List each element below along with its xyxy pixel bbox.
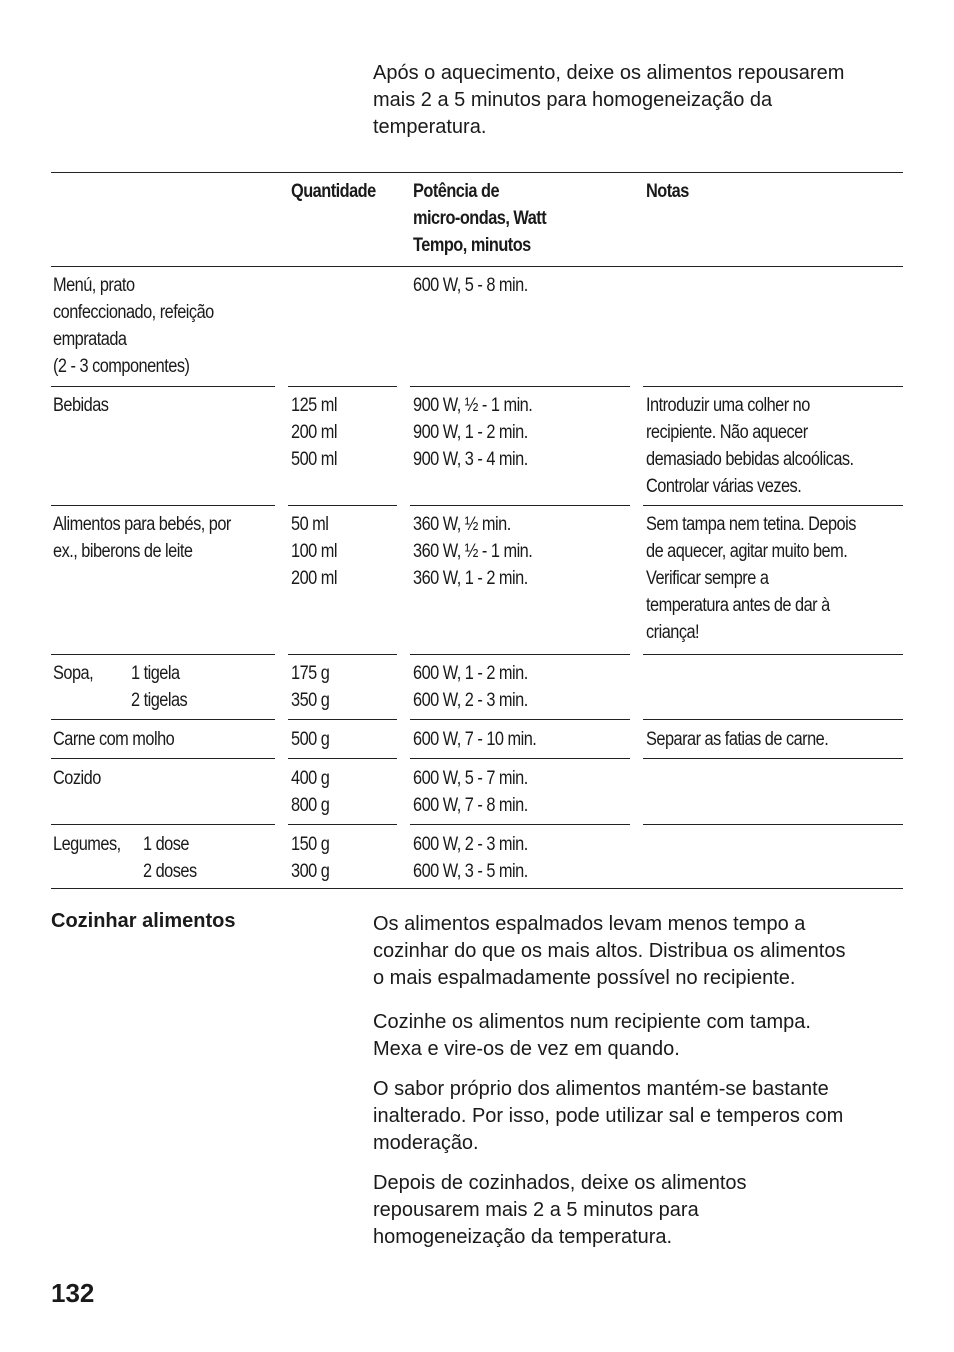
cell-line: 500 ml bbox=[291, 449, 337, 470]
cell-line: 360 W, ½ - 1 min. bbox=[413, 541, 533, 562]
cell-line: 175 g bbox=[291, 663, 330, 684]
header-power bbox=[413, 178, 546, 259]
table-row-notes bbox=[646, 726, 828, 753]
table-row-qty bbox=[291, 392, 337, 473]
cell-line: Sem tampa nem tetina. Depois bbox=[646, 514, 856, 535]
cell-line: 600 W, 7 - 10 min. bbox=[413, 729, 537, 750]
cell-line: 200 ml bbox=[291, 422, 337, 443]
table-row-power bbox=[413, 392, 532, 473]
cell-line: 600 W, 1 - 2 min. bbox=[413, 663, 528, 684]
paragraph-line: Cozinhe os alimentos num recipiente com tampa. bbox=[373, 1011, 811, 1033]
table-row-power bbox=[413, 660, 528, 714]
table-row-food bbox=[53, 726, 174, 753]
paragraph-line: o mais espalmadamente possível no recipiente. bbox=[373, 967, 796, 989]
table-rule bbox=[410, 386, 630, 387]
cell-line: Sopa, bbox=[53, 663, 94, 684]
cell-line: 360 W, ½ min. bbox=[413, 514, 511, 535]
paragraph-line: repousarem mais 2 a 5 minutos para bbox=[373, 1199, 699, 1221]
cell-line: 900 W, 3 - 4 min. bbox=[413, 449, 528, 470]
table-rule bbox=[288, 654, 397, 655]
table-row-food bbox=[53, 272, 214, 380]
table-row-power bbox=[413, 765, 528, 819]
cell-line: 2 tigelas bbox=[131, 690, 188, 711]
table-rule bbox=[51, 505, 275, 506]
cell-line: Carne com molho bbox=[53, 729, 175, 750]
cell-line: Alimentos para bebés, por bbox=[53, 514, 231, 535]
paragraph-line: Depois de cozinhados, deixe os alimentos bbox=[373, 1172, 747, 1194]
cell-line: Separar as fatias de carne. bbox=[646, 729, 829, 750]
table-rule bbox=[51, 824, 275, 825]
paragraph-line: homogeneização da temperatura. bbox=[373, 1226, 673, 1248]
table-rule bbox=[51, 266, 903, 267]
table-row-qty bbox=[291, 726, 329, 753]
header-quantity: Quantidade bbox=[291, 181, 376, 202]
cell-line: 100 ml bbox=[291, 541, 337, 562]
table-rule bbox=[288, 505, 397, 506]
cell-line: Verificar sempre a bbox=[646, 568, 769, 589]
cell-line: Bebidas bbox=[53, 395, 109, 416]
intro-line: temperatura. bbox=[373, 116, 487, 138]
table-rule bbox=[643, 758, 903, 759]
intro-line: Após o aquecimento, deixe os alimentos repousarem bbox=[373, 62, 845, 84]
paragraph-line: Mexa e vire-os de vez em quando. bbox=[373, 1038, 680, 1060]
page-number: 132 bbox=[51, 1278, 95, 1308]
header-notes: Notas bbox=[646, 181, 689, 202]
paragraph bbox=[373, 1076, 913, 1157]
table-row-food bbox=[53, 831, 121, 858]
cell-line: Controlar várias vezes. bbox=[646, 476, 802, 497]
header-power-line: micro-ondas, Watt bbox=[413, 208, 547, 229]
cell-line: 300 g bbox=[291, 861, 330, 882]
header-power-line: Potência de bbox=[413, 181, 500, 202]
cell-line: 1 dose bbox=[143, 834, 189, 855]
table-rule bbox=[643, 824, 903, 825]
cell-line: 600 W, 2 - 3 min. bbox=[413, 834, 528, 855]
cell-line: 1 tigela bbox=[131, 663, 180, 684]
cell-line: empratada bbox=[53, 329, 127, 350]
table-rule bbox=[288, 719, 397, 720]
table-rule bbox=[288, 824, 397, 825]
paragraph-line: moderação. bbox=[373, 1132, 479, 1154]
cell-line: 900 W, ½ - 1 min. bbox=[413, 395, 533, 416]
cell-line: ex., biberons de leite bbox=[53, 541, 193, 562]
paragraph bbox=[373, 1170, 913, 1251]
cell-line: 900 W, 1 - 2 min. bbox=[413, 422, 528, 443]
paragraph bbox=[373, 911, 913, 992]
table-row-notes bbox=[646, 511, 856, 646]
table-row-power bbox=[413, 831, 528, 885]
table-rule bbox=[410, 758, 630, 759]
table-rule bbox=[288, 758, 397, 759]
cell-line: 600 W, 3 - 5 min. bbox=[413, 861, 528, 882]
table-row-food bbox=[53, 660, 93, 687]
table-rule bbox=[51, 719, 275, 720]
cell-line: recipiente. Não aquecer bbox=[646, 422, 808, 443]
table-rule bbox=[410, 505, 630, 506]
table-row-food bbox=[53, 392, 108, 419]
cell-line: 400 g bbox=[291, 768, 330, 789]
cell-line: Menú, prato bbox=[53, 275, 135, 296]
table-rule bbox=[51, 654, 275, 655]
cell-line: 600 W, 5 - 8 min. bbox=[413, 275, 528, 296]
intro-paragraph bbox=[373, 60, 913, 141]
paragraph bbox=[373, 1009, 913, 1063]
paragraph-line: inalterado. Por isso, pode utilizar sal e temperos com bbox=[373, 1105, 844, 1127]
cell-line: 150 g bbox=[291, 834, 330, 855]
table-rule bbox=[643, 505, 903, 506]
table-rule bbox=[643, 719, 903, 720]
cell-line: 360 W, 1 - 2 min. bbox=[413, 568, 528, 589]
table-rule bbox=[410, 719, 630, 720]
cell-line: criança! bbox=[646, 622, 700, 643]
table-row-food bbox=[53, 511, 231, 565]
table-rule bbox=[288, 386, 397, 387]
cell-line: 200 ml bbox=[291, 568, 337, 589]
cell-line: 800 g bbox=[291, 795, 330, 816]
cell-line: 50 ml bbox=[291, 514, 329, 535]
table-rule bbox=[410, 654, 630, 655]
section-heading: Cozinhar alimentos bbox=[51, 910, 236, 932]
table-row-power bbox=[413, 726, 536, 753]
table-row-qty bbox=[291, 765, 329, 819]
table-rule bbox=[51, 386, 275, 387]
cell-line: 500 g bbox=[291, 729, 330, 750]
table-row-power bbox=[413, 272, 528, 299]
cell-line: confeccionado, refeição bbox=[53, 302, 214, 323]
table-row-power bbox=[413, 511, 532, 592]
cell-line: (2 - 3 componentes) bbox=[53, 356, 190, 377]
cell-line: temperatura antes de dar à bbox=[646, 595, 830, 616]
header-power-line: Tempo, minutos bbox=[413, 235, 531, 256]
intro-line: mais 2 a 5 minutos para homogeneização da bbox=[373, 89, 773, 111]
table-row-qty bbox=[291, 831, 329, 885]
table-rule bbox=[51, 172, 903, 173]
cell-line: 600 W, 5 - 7 min. bbox=[413, 768, 528, 789]
cell-line: 600 W, 2 - 3 min. bbox=[413, 690, 528, 711]
table-rule bbox=[410, 824, 630, 825]
table-rule bbox=[643, 654, 903, 655]
cell-line: de aquecer, agitar muito bem. bbox=[646, 541, 848, 562]
table-row-food bbox=[53, 765, 101, 792]
table-rule bbox=[643, 386, 903, 387]
table-rule bbox=[51, 888, 903, 889]
table-row-food-sub bbox=[131, 660, 187, 714]
cell-line: demasiado bebidas alcoólicas. bbox=[646, 449, 854, 470]
cell-line: 125 ml bbox=[291, 395, 337, 416]
paragraph-line: Os alimentos espalmados levam menos tempo a bbox=[373, 913, 806, 935]
cell-line: Legumes, bbox=[53, 834, 121, 855]
paragraph-line: O sabor próprio dos alimentos mantém-se bastante bbox=[373, 1078, 829, 1100]
paragraph-line: cozinhar do que os mais altos. Distribua os alimentos bbox=[373, 940, 846, 962]
table-rule bbox=[51, 758, 275, 759]
cell-line: 2 doses bbox=[143, 861, 197, 882]
table-row-qty bbox=[291, 660, 329, 714]
table-row-food-sub bbox=[143, 831, 197, 885]
table-row-qty bbox=[291, 511, 337, 592]
table-row-notes bbox=[646, 392, 854, 500]
cell-line: Introduzir uma colher no bbox=[646, 395, 810, 416]
cell-line: 600 W, 7 - 8 min. bbox=[413, 795, 528, 816]
cell-line: Cozido bbox=[53, 768, 101, 789]
cell-line: 350 g bbox=[291, 690, 330, 711]
